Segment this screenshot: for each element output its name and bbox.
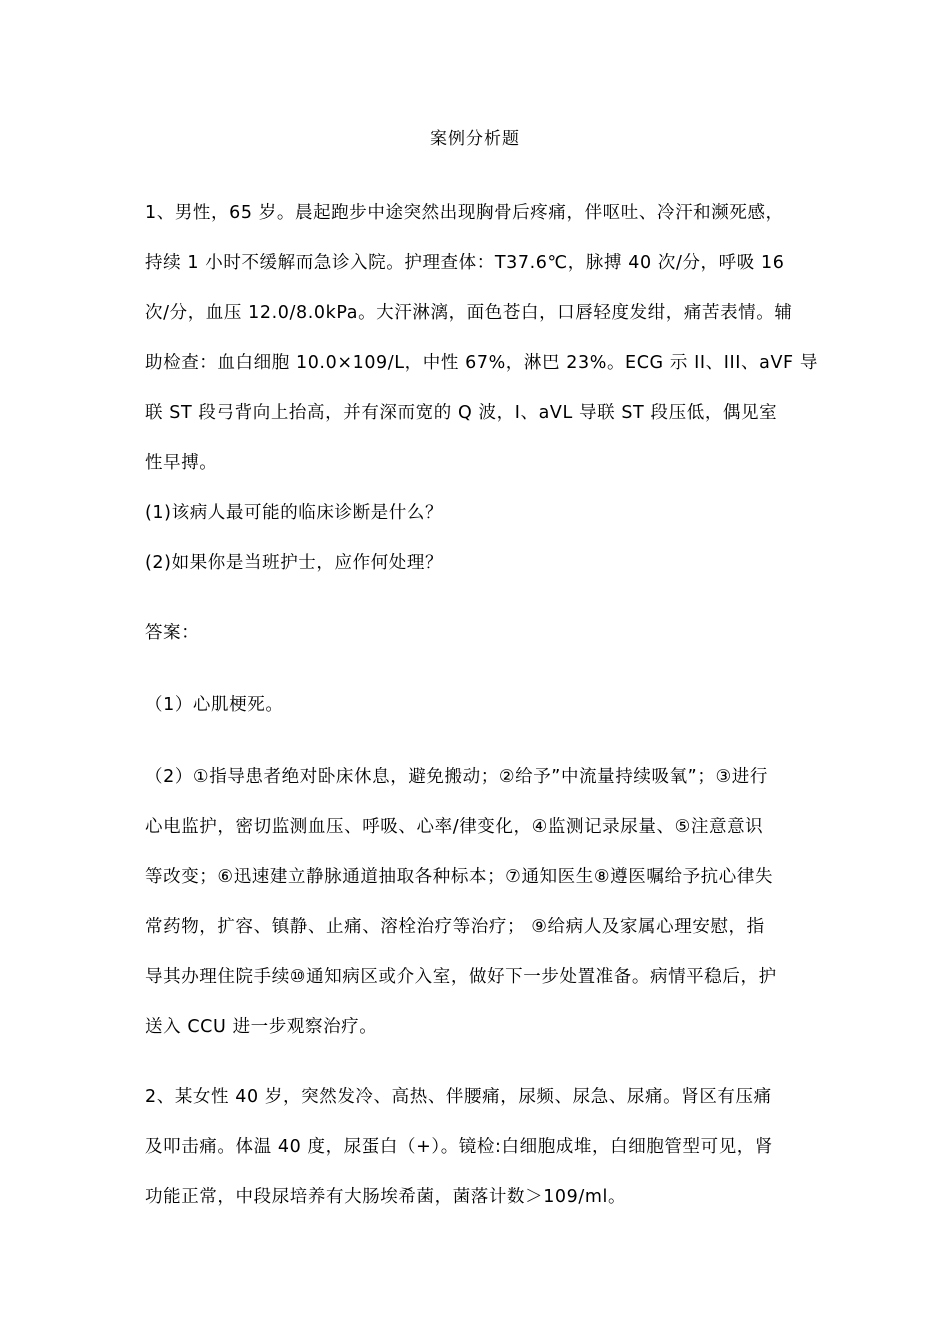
question-text: (2)如果你是当班护士，应作何处理？ [145, 553, 444, 573]
answer2 [145, 752, 810, 1052]
case2-line: 及叩击痛。体温 40 度，尿蛋白（+）。镜检:白细胞成堆，白细胞管型可见，肾 [145, 1137, 773, 1157]
case1-question2 [145, 538, 810, 588]
answer2-line: 导其办理住院手续⑩通知病区或介入室，做好下一步处置准备。病情平稳后，护 [145, 967, 777, 987]
case1-line: 次/分，血压 12.0/8.0kPa。大汗淋漓，面色苍白，口唇轻度发绀，痛苦表情。辅 [145, 303, 793, 323]
case2-description [145, 1072, 810, 1222]
case1-description [145, 188, 818, 488]
case1-line: 助检查：血白细胞 10.0×109/L，中性 67%，淋巴 23%。ECG 示 II、III、aVF 导 [145, 353, 818, 373]
answer1 [145, 680, 810, 730]
answer2-line: （2）①指导患者绝对卧床休息，避免搬动；②给予”中流量持续吸氧”；③进行 [145, 767, 768, 787]
case1-line: 联 ST 段弓背向上抬高，并有深而宽的 Q 波，I、aVL 导联 ST 段压低，偶见室 [145, 403, 778, 423]
document-title: 案例分析题 [430, 129, 520, 149]
case2-line: 功能正常，中段尿培养有大肠埃希菌，菌落计数＞109/ml。 [145, 1187, 627, 1207]
answer2-line: 等改变；⑥迅速建立静脉通道抽取各种标本；⑦通知医生⑧遵医嘱给予抗心律失 [145, 867, 774, 887]
case1-question1 [145, 488, 810, 538]
case1-line: 1、男性，65 岁。晨起跑步中途突然出现胸骨后疼痛，伴呕吐、冷汗和濒死感， [145, 203, 784, 223]
answer-label [145, 608, 810, 658]
question-text: (1)该病人最可能的临床诊断是什么？ [145, 503, 444, 523]
case1-line: 性早搏。 [145, 453, 218, 473]
answer2-line: 送入 CCU 进一步观察治疗。 [145, 1017, 378, 1037]
answer1-text: （1）心肌梗死。 [145, 695, 284, 715]
answer2-line: 常药物，扩容、镇静、止痛、溶栓治疗等治疗； ⑨给病人及家属心理安慰，指 [145, 917, 765, 937]
case2-line: 2、某女性 40 岁，突然发冷、高热、伴腰痛，尿频、尿急、尿痛。肾区有压痛 [145, 1087, 772, 1107]
case1-line: 持续 1 小时不缓解而急诊入院。护理查体：T37.6℃，脉搏 40 次/分，呼吸 16 [145, 253, 785, 273]
answer-label-text: 答案： [145, 623, 200, 643]
answer2-line: 心电监护，密切监测血压、呼吸、心率/律变化，④监测记录尿量、⑤注意意识 [145, 817, 764, 837]
